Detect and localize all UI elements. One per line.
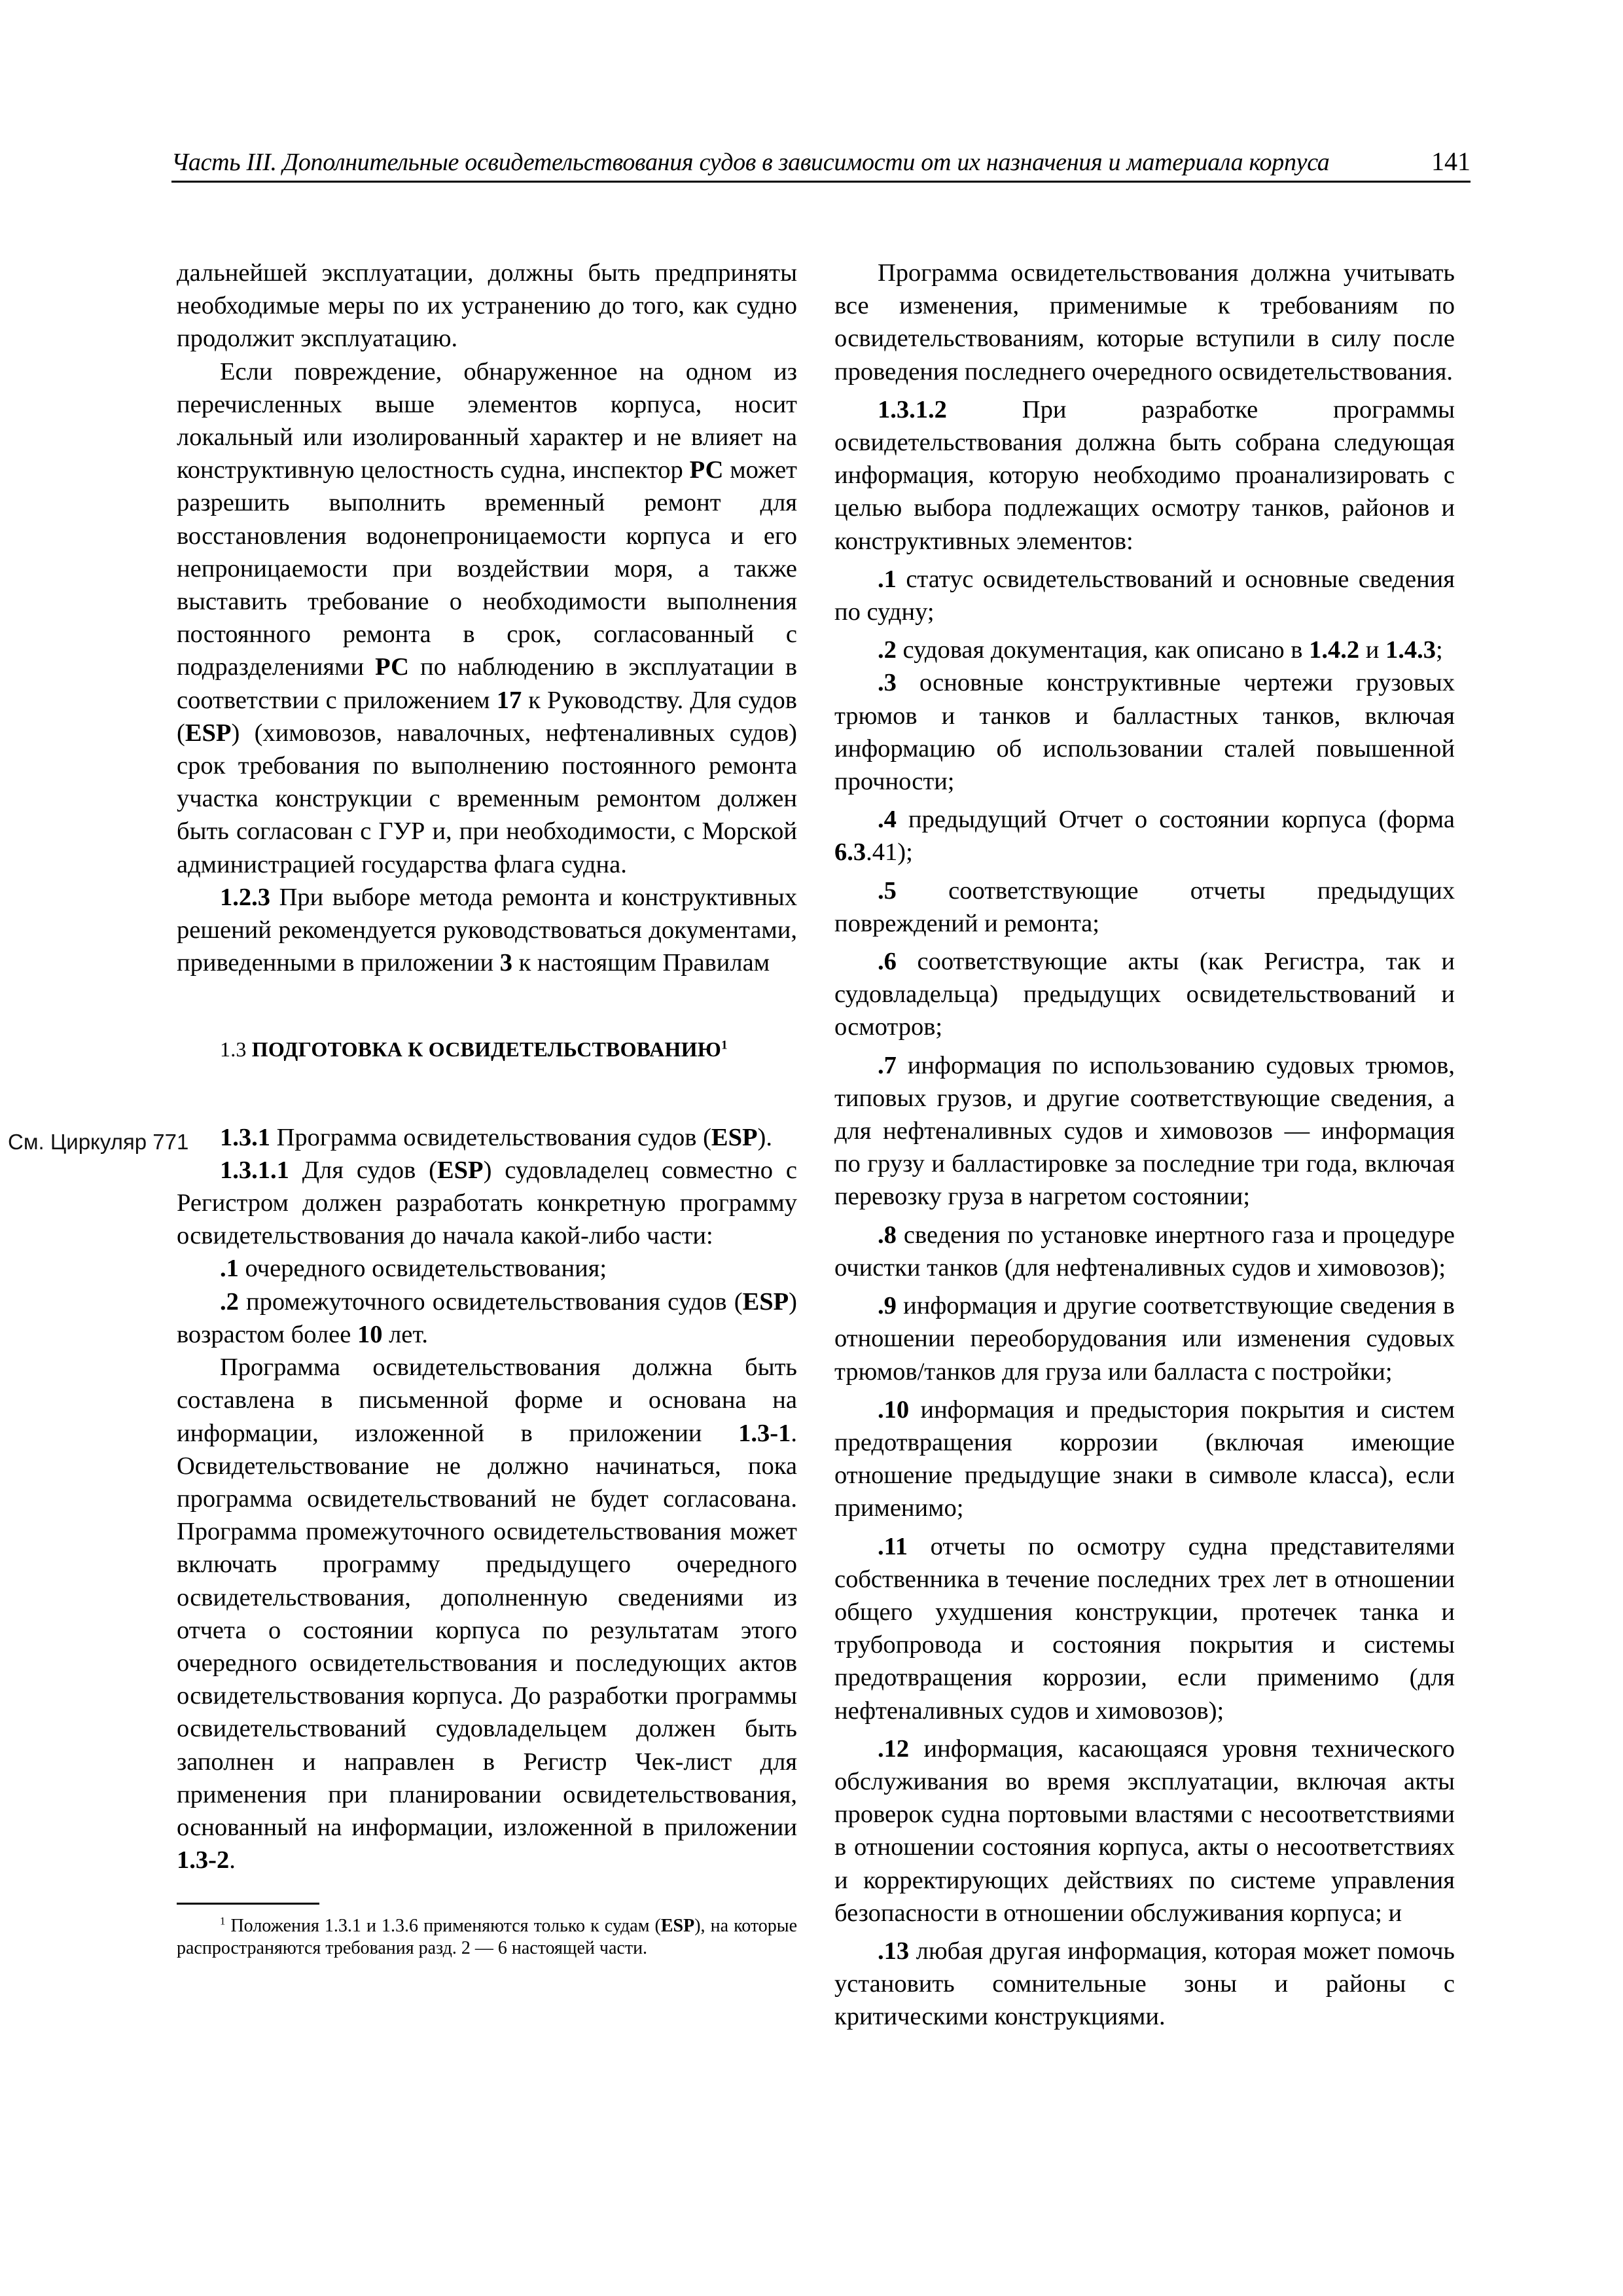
list-item: .6 соответствующие акты (как Регистра, так и судовладельца) предыдущих освидетельствований и осмотров; bbox=[834, 948, 1455, 1041]
header-title: Часть III. Дополнительные освидетельствования судов в зависимости от их назначения и материала корпуса bbox=[171, 149, 1330, 176]
list-item: .9 информация и другие соответствующие сведения в отношении переоборудования или изменения судовых трюмов/танков для груза или балласта с постройки; bbox=[834, 1292, 1455, 1386]
footnote-divider bbox=[177, 1903, 319, 1905]
list-item: .1 статус освидетельствований и основные сведения по судну; bbox=[834, 565, 1455, 626]
page-number: 141 bbox=[1431, 147, 1471, 176]
running-header bbox=[171, 143, 1471, 183]
list-item: .10 информация и предыстория покрытия и систем предотвращения коррозии (включая имеющие отношение предыдущие знаки в символе класса), если применимо; bbox=[834, 1395, 1455, 1522]
paragraph: дальнейшей эксплуатации, должны быть предприняты необходимые меры по их устранению до того, как судно продолжит эксплуатацию. bbox=[177, 259, 797, 353]
list-item: .2 судовая документация, как описано в 1.4.2 и 1.4.3; bbox=[878, 636, 1443, 664]
list-item: .2 промежуточного освидетельствования судов (ESP) возрастом более 10 лет. bbox=[177, 1287, 797, 1348]
paragraph-1-2-3: 1.2.3 При выборе метода ремонта и конструктивных решений рекомендуется руководствоваться документами, приведенными в приложении 3 к настоящим Правилам bbox=[177, 883, 797, 977]
list-item: .7 информация по использованию судовых трюмов, типовых грузов, и другие соответствующие сведения, а для нефтеналивных судов и химовозов — информация по грузу и балластировке за последние три года, включая перевозку груза в нагретом состоянии; bbox=[834, 1051, 1455, 1211]
list-item: .1 очередного освидетельствования; bbox=[220, 1255, 607, 1283]
paragraph: Программа освидетельствования должна учитывать все изменения, применимые к требованиям по освидетельствованиям, которые вступили в силу после проведения последнего очередного освидетельствования. bbox=[834, 259, 1455, 386]
right-column bbox=[834, 257, 1455, 2034]
list-item: .5 соответствующие отчеты предыдущих повреждений и ремонта; bbox=[834, 876, 1455, 937]
circular-reference-note: См. Циркуляр 771 bbox=[8, 1130, 189, 1154]
list-item: .8 сведения по установке инертного газа и процедуре очистки танков (для нефтеналивных судов и химовозов); bbox=[834, 1221, 1455, 1282]
list-item: .13 любая другая информация, которая может помочь установить сомнительные зоны и районы с критическими конструкциями. bbox=[834, 1937, 1455, 2031]
left-column bbox=[177, 257, 797, 1960]
paragraph-1-3-1-2: 1.3.1.2 При разработке программы освидетельствования должна быть собрана следующая информация, которую необходимо проанализировать с целью выбора подлежащих осмотру танков, районов и конструктивных элементов: bbox=[834, 395, 1455, 555]
list-item: .12 информация, касающаяся уровня технического обслуживания во время эксплуатации, включая акты проверок судна портовыми властями с несоответствиями в отношении состояния корпуса, акты о несоответствиях и корректирующих действиях по системе управления безопасности в отношении обслуживания корпуса; и bbox=[834, 1734, 1455, 1927]
paragraph: Если повреждение, обнаруженное на одном из перечисленных выше элементов корпуса, носит локальный или изолированный характер и не влияет на конструктивную целостность судна, инспектор РС может разрешить выполнить временный ремонт для восстановления водонепроницаемости корпуса и его непроницаемости при воздействии моря, а также выставить требование о необходимости выполнения постоянного ремонта в срок, согласованный с подразделениями РС по наблюдению в эксплуатации в соответствии с приложением 17 к Руководству. Для судов (ESP) (химовозов, навалочных, нефтеналивных судов) срок требования по выполнению постоянного ремонта участка конструкции с временным ремонтом должен быть согласован с ГУР и, при необходимости, с Морской администрацией государства флага судна. bbox=[177, 357, 797, 878]
section-heading: 1.3 ПОДГОТОВКА К ОСВИДЕТЕЛЬСТВОВАНИЮ$^1$ bbox=[220, 1037, 728, 1062]
footnote: $^1$ Положения 1.3.1 и 1.3.6 применяются только к судам (ESP), на которые распространяются требования разд. 2 — 6 настоящей части. bbox=[177, 1915, 798, 1959]
list-item: .4 предыдущий Отчет о состоянии корпуса (форма 6.3.41); bbox=[834, 806, 1455, 867]
paragraph-1-3-1-1: 1.3.1.1 Для судов (ESP) судовладелец совместно с Регистром должен разработать конкретную программу освидетельствования до начала какой-либо части: bbox=[177, 1156, 797, 1250]
paragraph-1-3-1: 1.3.1 Программа освидетельствования судов (ESP). bbox=[220, 1123, 772, 1151]
list-item: .3 основные конструктивные чертежи грузовых трюмов и танков и балластных танков, включая информацию об использовании сталей повышенной прочности; bbox=[834, 669, 1455, 796]
paragraph: Программа освидетельствования должна быть составлена в письменной форме и основана на информации, изложенной в приложении 1.3-1. Освидетельствование не должно начинаться, пока программа освидетельствований не будет согласована. Программа промежуточного освидетельствования может включать программу предыдущего очередного освидетельствования, дополненную сведениями из отчета о состоянии корпуса по результатам этого очередного освидетельствования и последующих актов освидетельствования корпуса. До разработки программы освидетельствований судовладельцем должен быть заполнен и направлен в Регистр Чек-лист для применения при планировании освидетельствования, основанный на информации, изложенной в приложении 1.3-2. bbox=[177, 1354, 797, 1874]
list-item: .11 отчеты по осмотру судна представителями собственника в течение последних трех лет в отношении общего ухудшения конструкции, протечек танка и трубопровода и состояния покрытия и системы предотвращения коррозии, если применимо (для нефтеналивных судов и химовозов); bbox=[834, 1532, 1455, 1725]
